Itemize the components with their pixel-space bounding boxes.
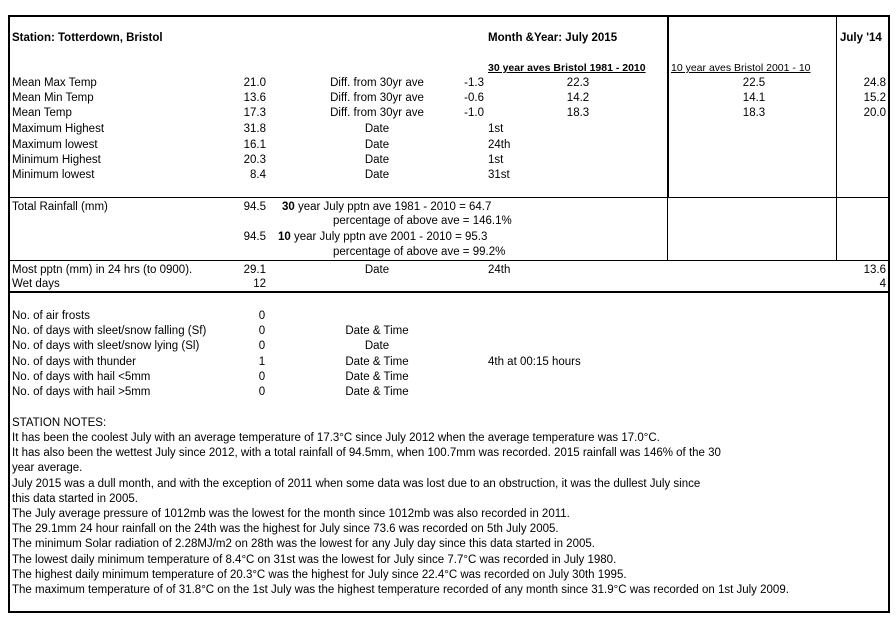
note-line: It has also been the wettest July since 2012, with a total rainfall of 94.5mm, when 100.7mm was recorded. 2015 rainfall was 146% of the 30 [12, 447, 721, 460]
temp-row-ave30: 22.3 [566, 77, 590, 89]
divider-col-prev-rain [836, 198, 837, 260]
temp-row-prev: 20.0 [863, 107, 886, 119]
count-row-value: 0 [258, 340, 266, 352]
aves-10-header [671, 62, 811, 75]
temp-row-date: 31st [488, 169, 510, 181]
temp-row-label: Mean Min Temp [12, 92, 94, 104]
temp-row-col3: Diff. from 30yr ave [330, 107, 424, 119]
count-row-col3: Date & Time [345, 371, 409, 383]
temp-row-col3: Date [364, 139, 390, 151]
count-row-value: 1 [258, 356, 266, 368]
temp-row-diff: -0.6 [464, 92, 484, 104]
count-row-value: 0 [258, 386, 266, 398]
count-row-value: 0 [258, 310, 266, 322]
temp-row-ave10: 14.1 [742, 92, 766, 104]
temp-row-value: 31.8 [243, 123, 266, 135]
most-pptn-date-label: Date [364, 264, 390, 276]
rain-10yr-line [278, 231, 487, 244]
count-row-label: No. of days with sleet/snow lying (Sl) [12, 340, 200, 352]
rain-10yr-percent: percentage of above ave = 99.2% [333, 246, 506, 258]
note-line: this data started in 2005. [12, 492, 138, 505]
notes-title: STATION NOTES: [12, 417, 107, 429]
month-year-title: Month &Year: July 2015 [488, 32, 618, 44]
count-row-label: No. of days with sleet/snow falling (Sf) [12, 325, 207, 337]
note-line: The lowest daily minimum temperature of 8.4°C on 31st was the lowest for July since 7.7°C was recorded in July 1980. [12, 553, 617, 566]
divider-col-10yr-rain [667, 198, 668, 260]
temp-row-label: Maximum lowest [12, 139, 98, 151]
count-row-value: 0 [258, 371, 266, 383]
note-line: July 2015 was a dull month, and with the exception of 2011 when some data was lost due to an obstruction, it was the dullest July since [12, 477, 701, 490]
note-line: The maximum temperature of of 31.8°C on the 1st July was the highest temperature recorded of any month since 31.9°C was recorded on 1st July 2009. [12, 584, 789, 596]
temp-row-label: Mean Temp [12, 107, 72, 119]
note-line: The highest daily minimum temperature of 20.3°C was the highest for July since 22.4°C was recorded on July 30th 1995. [12, 568, 627, 581]
temp-row-col3: Date [364, 169, 390, 181]
note-line: year average. [12, 462, 83, 475]
temp-row-value: 13.6 [243, 92, 266, 104]
count-row-col3: Date & Time [345, 386, 409, 398]
most-pptn-label: Most pptn (mm) in 24 hrs (to 0900). [12, 264, 193, 276]
rain-30yr-text: year July pptn ave 1981 - 2010 = 64.7 [294, 201, 492, 213]
most-pptn-date: 24th [488, 264, 511, 276]
temp-row-prev: 24.8 [863, 77, 886, 89]
count-row-label: No. of air frosts [12, 310, 90, 322]
wet-days-prev: 4 [879, 278, 886, 290]
most-pptn-prev: 13.6 [863, 264, 886, 276]
aves-30-header: 30 year aves Bristol 1981 - 2010 [488, 62, 646, 74]
temp-row-col3: Date [364, 154, 390, 166]
rain-30yr-percent: percentage of above ave = 146.1% [333, 215, 512, 227]
temp-row-label: Mean Max Temp [12, 77, 97, 89]
temp-row-label: Minimum lowest [12, 169, 95, 181]
temp-row-date: 1st [488, 154, 504, 166]
temp-row-value: 21.0 [243, 77, 266, 89]
rain-label: Total Rainfall (mm) [12, 201, 108, 213]
temp-row-label: Minimum Highest [12, 154, 101, 166]
temp-row-value: 16.1 [243, 139, 266, 151]
temp-row-ave10: 18.3 [742, 107, 766, 119]
divider-col-10yr [667, 15, 669, 198]
rain-value-1: 94.5 [243, 201, 266, 213]
note-line: The 29.1mm 24 hour rainfall on the 24th was the highest for July since 73.6 was recorded on 5th July 2005. [12, 523, 559, 536]
wet-days-value: 12 [253, 278, 266, 290]
rain-10yr-text: year July pptn ave 2001 - 2010 = 95.3 [290, 231, 488, 243]
temp-row-ave30: 14.2 [566, 92, 590, 104]
temp-row-col3: Diff. from 30yr ave [330, 77, 424, 89]
count-row-extra: 4th at 00:15 hours [488, 356, 581, 368]
temp-row-label: Maximum Highest [12, 123, 105, 135]
temp-row-diff: -1.3 [464, 77, 484, 89]
temp-row-diff: -1.0 [464, 107, 484, 119]
divider-after-rain [8, 260, 890, 261]
temp-row-value: 20.3 [243, 154, 266, 166]
rain-value-2: 94.5 [243, 231, 266, 243]
aves-10-header-text: 10 year aves Bristol 2001 - 10 [671, 62, 811, 74]
rain-10yr-bold: 10 [278, 231, 291, 243]
temp-row-ave10: 22.5 [742, 77, 766, 89]
temp-row-col3: Diff. from 30yr ave [330, 92, 424, 104]
temp-row-date: 1st [488, 123, 504, 135]
temp-row-col3: Date [364, 123, 390, 135]
station-title: Station: Totterdown, Bristol [12, 32, 163, 44]
count-row-col3: Date & Time [345, 325, 409, 337]
divider-after-temps [8, 197, 890, 198]
count-row-label: No. of days with hail >5mm [12, 386, 151, 398]
most-pptn-value: 29.1 [243, 264, 266, 276]
count-row-col3: Date & Time [345, 356, 409, 368]
temp-row-ave30: 18.3 [566, 107, 590, 119]
count-row-col3: Date [364, 340, 390, 352]
count-row-label: No. of days with thunder [12, 356, 137, 368]
divider-after-wet [8, 291, 890, 293]
count-row-value: 0 [258, 325, 266, 337]
prev-year-header: July '14 [840, 32, 882, 44]
wet-days-label: Wet days [12, 278, 60, 290]
temp-row-date: 24th [488, 139, 511, 151]
note-line: It has been the coolest July with an average temperature of 17.3°C since July 2012 when the average temperature was 17.0°C. [12, 432, 660, 444]
divider-col-prev [836, 15, 837, 198]
temp-row-value: 8.4 [250, 169, 266, 181]
count-row-label: No. of days with hail <5mm [12, 371, 151, 383]
note-line: The July average pressure of 1012mb was the lowest for the month since 1012mb was also recorded in 2011. [12, 508, 570, 520]
note-line: The minimum Solar radiation of 2.28MJ/m2 on 28th was the lowest for any July day since this data started in 2005. [12, 538, 595, 551]
temp-row-value: 17.3 [243, 107, 266, 119]
rain-30yr-line [282, 201, 491, 214]
rain-30yr-bold: 30 [282, 201, 295, 213]
temp-row-prev: 15.2 [863, 92, 886, 104]
